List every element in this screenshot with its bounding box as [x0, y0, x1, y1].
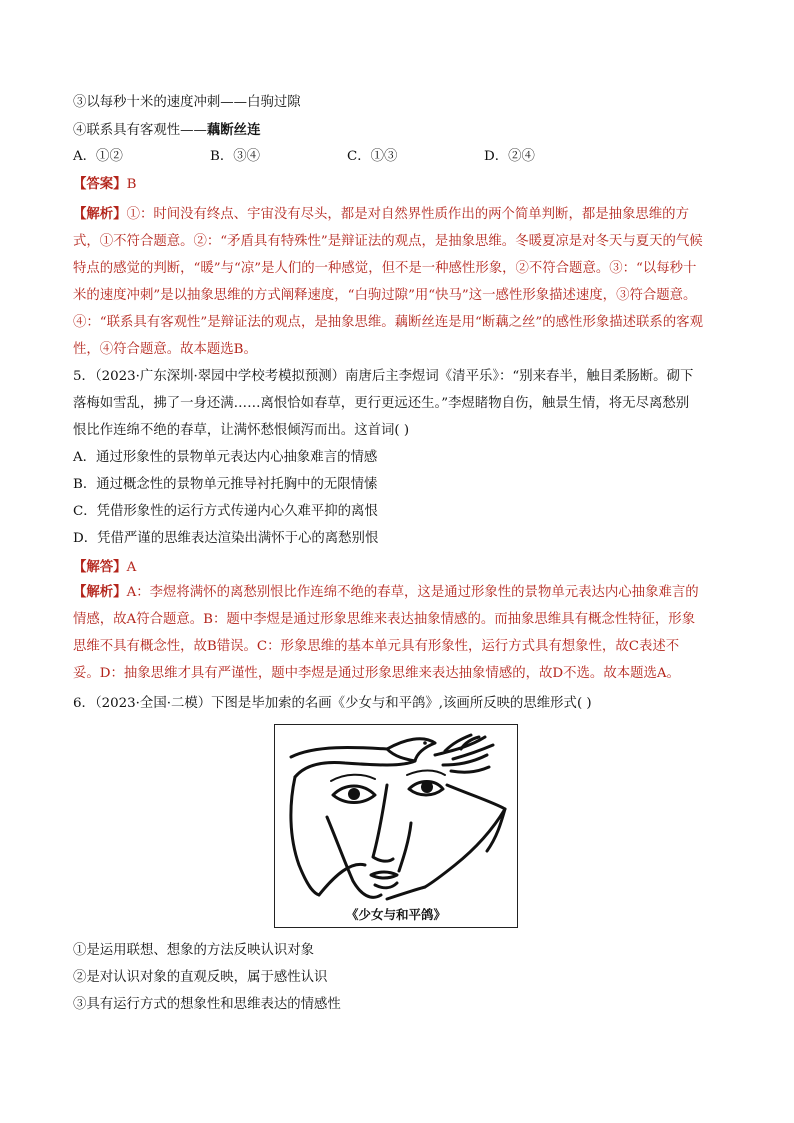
q4-analysis-line: 性，④符合题意。故本题选B。: [73, 342, 257, 357]
q5-analysis-line: 情感，故A符合题意。B：题中李煜是通过形象思维来表达抽象情感的。而抽象思维具有概念性特征，形象: [73, 612, 696, 627]
q4-analysis-line: ④：“联系具有客观性”是辩证法的观点，是抽象思维。藕断丝连是用“断藕之丝”的感性形象描述联系的客观: [73, 315, 703, 330]
q6-stem: 6．（2023·全国·二模）下图是毕加索的名画《少女与和平鸽》,该画所反映的思维形式( ): [73, 696, 592, 711]
q5-option-a: A．通过形象性的景物单元表达内心抽象难言的情感: [73, 450, 378, 465]
q4-choice-b: B．③④: [210, 149, 261, 164]
q5-analysis-line: 思维不具有概念性，故B错误。C：形象思维的基本单元具有形象性，运行方式具有想象性，故C表述不: [73, 639, 680, 654]
q5-option-c: C．凭借形象性的运行方式传递内心久难平抑的离恨: [73, 504, 378, 519]
q5-answer-value: A: [126, 560, 137, 575]
q6-item-3: ③具有运行方式的想象性和思维表达的情感性: [73, 997, 341, 1012]
q5-analysis-line: 【解析】A：李煜将满怀的离愁别恨比作连绵不绝的春草，这是通过形象性的景物单元表达内心抽象难言的: [73, 584, 699, 600]
q5-answer: [73, 558, 136, 577]
q5-analysis-label: 【解析】: [73, 584, 127, 600]
q4-choice-d: D．②④: [484, 149, 535, 164]
q6-item-1: ①是运用联想、想象的方法反映认识对象: [73, 943, 315, 958]
q5-answer-label: 【解答】: [73, 559, 127, 575]
q4-item-4-bold: 藕断丝连: [206, 122, 261, 138]
q5-stem-line: 落梅如雪乱，拂了一身还满……离恨恰如春草，更行更远还生。”李煜睹物自伤，触景生情，将无尽离愁别: [73, 396, 690, 411]
q4-analysis: [73, 201, 723, 363]
q4-answer-value: B: [126, 177, 137, 192]
q4-item-3: ③以每秒十米的速度冲刺——白驹过隙: [73, 95, 301, 110]
q4-answer-label: 【答案】: [73, 176, 127, 192]
q4-analysis-line: 特点的感觉的判断，“暖”与“凉”是人们的一种感觉，但不是一种感性形象，②不符合题意。③：“以每秒十: [73, 261, 697, 276]
q4-choice-a: A．①②: [73, 149, 123, 164]
q5-option-b: B．通过概念性的景物单元推导衬托胸中的无限情愫: [73, 477, 378, 492]
q4-analysis-line: 式，①不符合题意。②：“矛盾具有特殊性”是辩证法的观点，是抽象思维。冬暖夏凉是对冬天与夏天的气候: [73, 234, 703, 249]
q4-analysis-line: 米的速度冲刺”是以抽象思维的方式阐释速度，“白驹过隙”用“快马”这一感性形象描述速度，③符合题意。: [73, 288, 697, 303]
q5-option-d: D．凭借严谨的思维表达渲染出满怀于心的离愁别恨: [73, 531, 379, 546]
girl-and-dove-drawing: [275, 725, 517, 901]
q4-choice-c: C．①③: [347, 149, 398, 164]
q4-item-4-prefix: ④联系具有客观性——: [73, 123, 207, 138]
q5-stem: [73, 363, 723, 444]
q4-item-4: [73, 121, 260, 140]
q5-stem-line: 恨比作连绵不绝的春草，让满怀愁恨倾泻而出。这首词( ): [73, 423, 410, 438]
q5-analysis: [73, 579, 723, 687]
q4-answer: [73, 175, 136, 194]
q4-choices: [73, 148, 723, 166]
q6-item-2: ②是对认识对象的直观反映，属于感性认识: [73, 970, 328, 985]
q5-analysis-line: 妥。D：抽象思维才具有严谨性，题中李煜是通过形象思维来表达抽象情感的，故D不选。故本题选A。: [73, 666, 680, 681]
q4-analysis-label: 【解析】: [73, 206, 127, 222]
painting-caption: 《少女与和平鸽》: [345, 907, 446, 922]
q5-stem-line: 5．（2023·广东深圳·翠园中学校考模拟预测）南唐后主李煜词《清平乐》：“别来春半，触目柔肠断。砌下: [73, 369, 694, 384]
q5-options: [73, 444, 723, 552]
q4-analysis-line: 【解析】①：时间没有终点、宇宙没有尽头，都是对自然界性质作出的两个简单判断，都是抽象思维的方: [73, 206, 689, 222]
painting-figure: [274, 724, 518, 928]
